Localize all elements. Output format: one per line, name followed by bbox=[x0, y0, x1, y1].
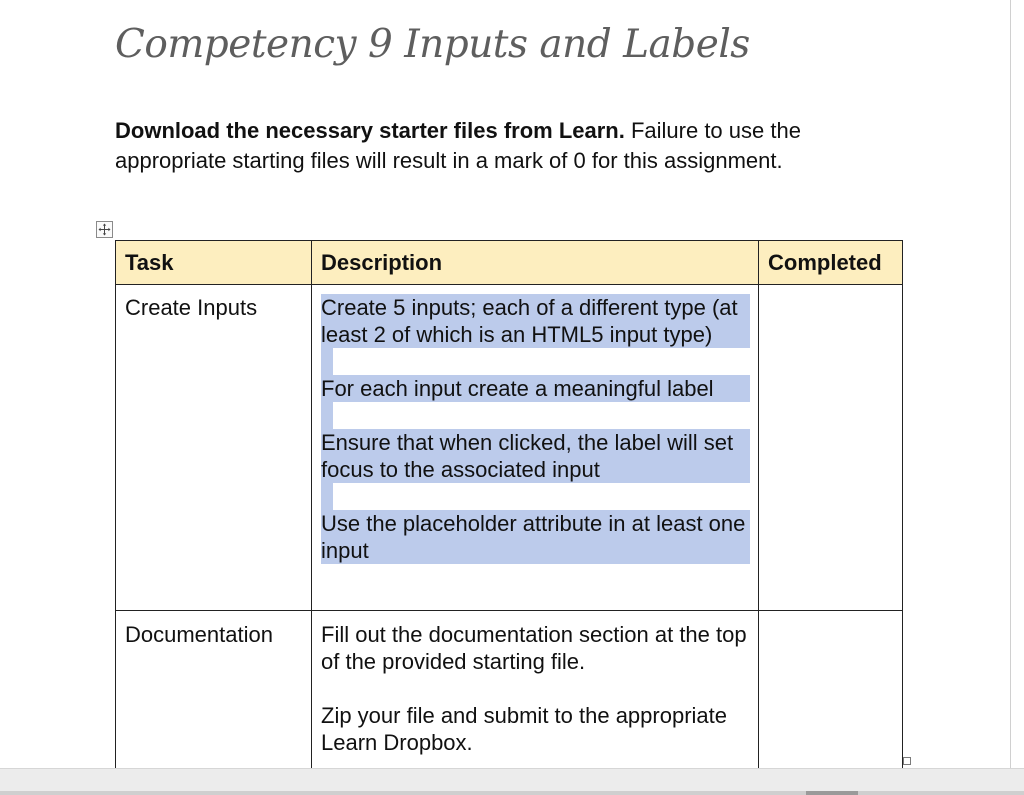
description-text: Use the placeholder attribute in at least one input bbox=[321, 511, 746, 563]
bottom-scroll-area bbox=[0, 768, 1024, 795]
document-title: Competency 9 Inputs and Labels bbox=[115, 22, 750, 67]
task-table bbox=[115, 240, 903, 776]
completed-cell[interactable] bbox=[759, 285, 903, 611]
description-line bbox=[321, 294, 750, 348]
description-line: Zip your file and submit to the appropriate Learn Dropbox. bbox=[321, 703, 728, 755]
description-text: Ensure that when clicked, the label will set focus to the associated input bbox=[321, 430, 734, 482]
header-task: Task bbox=[116, 241, 312, 285]
horizontal-scrollbar[interactable] bbox=[0, 791, 1024, 795]
table-move-handle-icon[interactable] bbox=[96, 221, 113, 238]
header-description: Description bbox=[312, 241, 759, 285]
table-row bbox=[116, 611, 903, 776]
description-line bbox=[321, 510, 750, 564]
task-cell[interactable] bbox=[116, 611, 312, 776]
task-label: Documentation bbox=[125, 622, 273, 647]
description-text: For each input create a meaningful label bbox=[321, 376, 714, 401]
header-completed: Completed bbox=[759, 241, 903, 285]
description-text: Create 5 inputs; each of a different type (at least 2 of which is an HTML5 input type) bbox=[321, 295, 738, 347]
table-resize-handle[interactable] bbox=[903, 757, 911, 765]
intro-paragraph bbox=[115, 116, 875, 176]
description-cell[interactable] bbox=[312, 611, 759, 776]
description-line bbox=[321, 429, 750, 483]
completed-cell[interactable] bbox=[759, 611, 903, 776]
description-cell[interactable] bbox=[312, 285, 759, 611]
scrollbar-thumb[interactable] bbox=[806, 791, 858, 795]
description-line bbox=[321, 375, 750, 402]
task-cell[interactable] bbox=[116, 285, 312, 611]
table-row bbox=[116, 285, 903, 611]
table-header-row bbox=[116, 241, 903, 285]
task-label: Create Inputs bbox=[125, 295, 258, 320]
description-line: Fill out the documentation section at the top of the provided starting file. bbox=[321, 622, 747, 674]
intro-rest-text: Failure to use the appropriate starting files will result in a mark of 0 for this assignment. bbox=[115, 118, 801, 173]
intro-bold-text: Download the necessary starter files from Learn. bbox=[115, 118, 625, 143]
